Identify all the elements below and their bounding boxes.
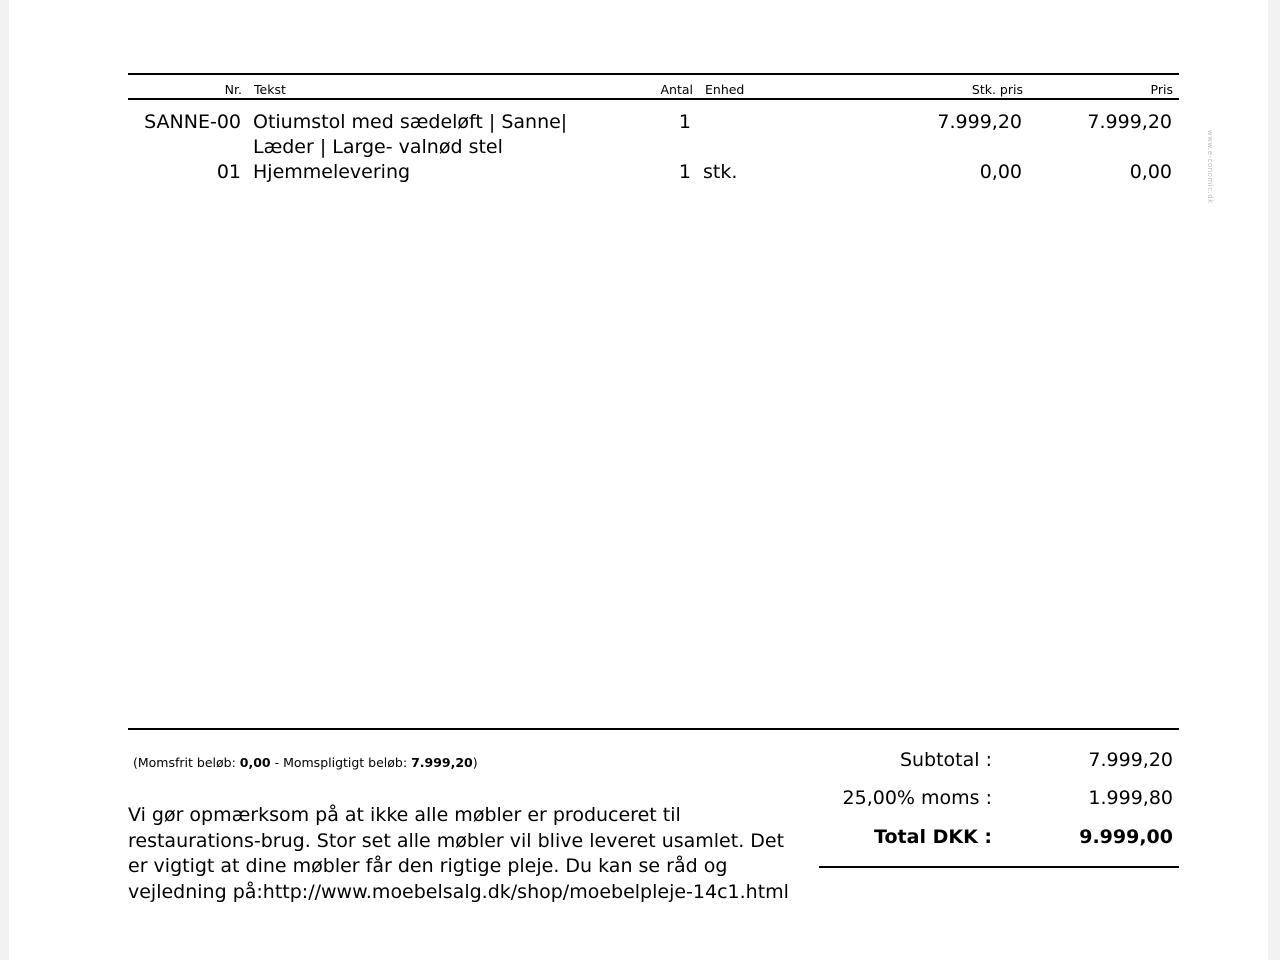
total-underline: [819, 866, 1179, 868]
total-value: 9.999,00: [1079, 826, 1173, 848]
row1-nr: SANNE-00: [144, 111, 241, 133]
header-nr: Nr.: [224, 82, 242, 97]
row1-stk-pris: 7.999,20: [937, 111, 1022, 133]
momspligtigt-value: 7.999,20: [411, 755, 473, 770]
moms-label: 25,00% moms :: [842, 787, 992, 809]
side-watermark-text: www.e-conomic.dk: [1206, 130, 1214, 204]
row1-text-line1: Otiumstol med sædeløft | Sanne|: [253, 111, 568, 133]
row1-antal: 1: [678, 111, 691, 133]
header-antal: Antal: [660, 82, 693, 97]
row1-pris: 7.999,20: [1087, 111, 1172, 133]
row2-pris: 0,00: [1129, 161, 1172, 183]
total-label: Total DKK :: [874, 826, 992, 848]
customer-notice: Vi gør opmærksom på at ikke alle møbler er produceret til restaurations-brug. Stor set alle møbler vil blive leveret usamlet. Det er vigtigt at dine møbler får den rigtige pleje. Du kan se råd og vejledning på:http://www.moebelsalg.dk/shop/moebelpleje-14c1.html: [128, 804, 789, 903]
moms-value: 1.999,80: [1088, 787, 1173, 809]
row2-enhed: stk.: [703, 161, 738, 183]
row1-text-line2: Læder | Large- valnød stel: [253, 136, 503, 158]
footer-top-rule: [128, 728, 1179, 730]
row2-antal: 1: [678, 161, 691, 183]
header-enhed: Enhed: [705, 82, 745, 97]
table-top-rule: [128, 73, 1179, 75]
subtotal-value: 7.999,20: [1088, 749, 1173, 771]
header-tekst: Tekst: [254, 82, 286, 97]
row2-text: Hjemmelevering: [253, 161, 411, 183]
vat-close: ): [472, 755, 478, 770]
row2-nr: 01: [216, 161, 241, 183]
vat-breakdown: [133, 755, 478, 770]
vat-open: (Momsfrit beløb:: [133, 755, 240, 770]
subtotal-label: Subtotal :: [899, 749, 992, 771]
table-header-rule: [128, 98, 1179, 100]
momsfrit-value: 0,00: [239, 755, 271, 770]
header-stk-pris: Stk. pris: [971, 82, 1023, 97]
vat-mid: - Momspligtigt beløb:: [270, 755, 412, 770]
row2-stk-pris: 0,00: [979, 161, 1022, 183]
header-pris: Pris: [1150, 82, 1173, 97]
